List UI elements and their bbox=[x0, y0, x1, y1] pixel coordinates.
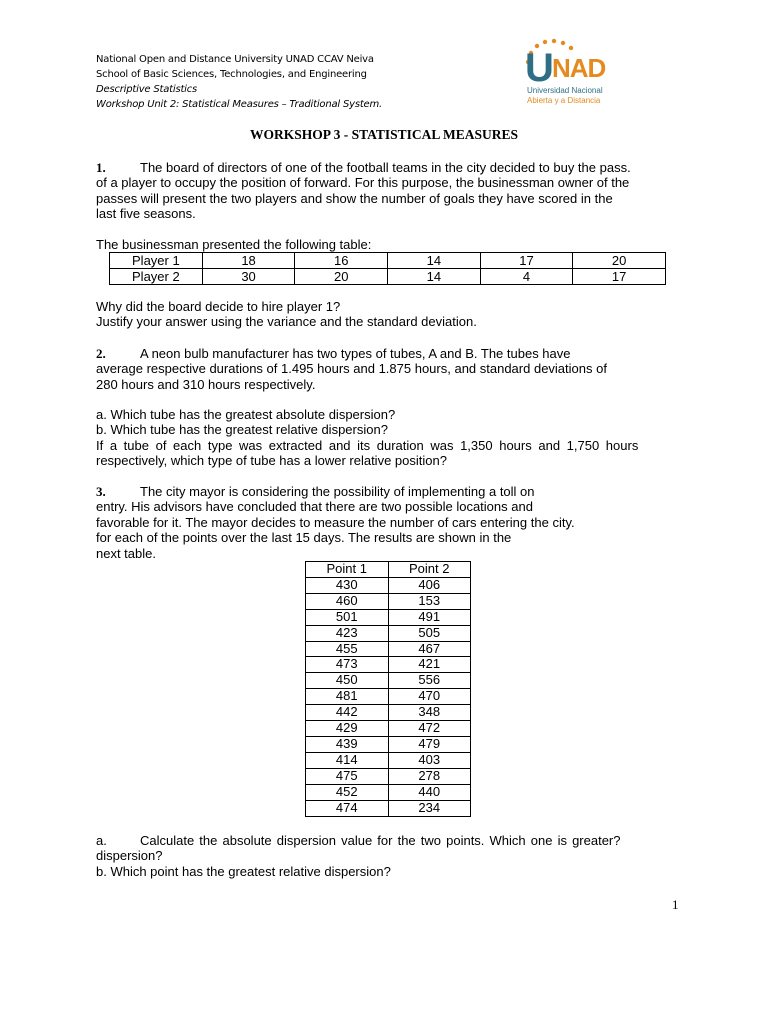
question-3-line: for each of the points over the last 15 days. The results are shown in the bbox=[96, 530, 512, 546]
table-intro: The businessman presented the following table: bbox=[96, 237, 372, 252]
unad-logo bbox=[522, 38, 622, 110]
question-2-part-c: respectively, which type of tube has a lower relative position? bbox=[96, 453, 447, 469]
table-cell: 455 bbox=[306, 641, 389, 657]
table-cell: 439 bbox=[306, 736, 389, 752]
question-2-part-b: b. Which tube has the greatest relative dispersion? bbox=[96, 422, 388, 438]
table-cell: 348 bbox=[388, 705, 471, 721]
document-title: WORKSHOP 3 - STATISTICAL MEASURES bbox=[249, 127, 519, 142]
table-row bbox=[306, 768, 471, 784]
table-cell: 501 bbox=[306, 609, 389, 625]
table-cell: 474 bbox=[306, 800, 389, 816]
table-row bbox=[306, 784, 471, 800]
question-1-prompt bbox=[96, 299, 686, 330]
question-2-text bbox=[96, 346, 686, 392]
question-2-parts bbox=[96, 407, 686, 469]
question-3-line: The city mayor is considering the possibility of implementing a toll on bbox=[140, 484, 535, 499]
table-row bbox=[306, 609, 471, 625]
question-2-number: 2. bbox=[96, 346, 106, 361]
table-row bbox=[306, 577, 471, 593]
table-cell: Player 1 bbox=[110, 253, 203, 269]
header-course: Descriptive Statistics bbox=[96, 84, 198, 95]
table-row bbox=[110, 269, 666, 285]
table-cell: 30 bbox=[202, 269, 295, 285]
question-3-line: next table. bbox=[96, 545, 156, 561]
table-cell: 460 bbox=[306, 593, 389, 609]
table-cell: 18 bbox=[202, 253, 295, 269]
table-cell: 505 bbox=[388, 625, 471, 641]
table-cell: 440 bbox=[388, 784, 471, 800]
question-3-part-a-label: a. bbox=[96, 833, 107, 848]
question-3-parts bbox=[96, 833, 686, 879]
table-row bbox=[306, 752, 471, 768]
table-row bbox=[306, 593, 471, 609]
question-2-line: average respective durations of 1.495 hours and 1.875 hours, and standard deviations of bbox=[96, 361, 607, 377]
table-cell: 556 bbox=[388, 673, 471, 689]
table-cell: 20 bbox=[573, 253, 666, 269]
logo-university-name: Universidad Nacional bbox=[527, 86, 603, 95]
logo-letter-u: U bbox=[525, 46, 554, 90]
table-header-row bbox=[306, 562, 471, 578]
question-1-prompt-line: Why did the board decide to hire player 1? bbox=[96, 299, 341, 314]
table-cell: 17 bbox=[573, 269, 666, 285]
table-cell: 423 bbox=[306, 625, 389, 641]
table-cell: 481 bbox=[306, 689, 389, 705]
question-1-line: last five seasons. bbox=[96, 206, 196, 222]
table-cell: Player 2 bbox=[110, 269, 203, 285]
table-cell: 153 bbox=[388, 593, 471, 609]
question-3-part-a: Calculate the absolute dispersion value for the two points. Which one is greater? bbox=[140, 833, 621, 848]
table-cell: 452 bbox=[306, 784, 389, 800]
table-row bbox=[306, 657, 471, 673]
page-number: 1 bbox=[672, 897, 679, 912]
table-row bbox=[306, 736, 471, 752]
table-cell: 4 bbox=[480, 269, 573, 285]
header-workshop: Workshop Unit 2: Statistical Measures – Traditional System. bbox=[96, 99, 383, 110]
question-3-line: entry. His advisors have concluded that there are two possible locations and bbox=[96, 499, 533, 515]
question-1-line: passes will present the two players and show the number of goals they have scored in the bbox=[96, 190, 613, 206]
table-cell: 473 bbox=[306, 657, 389, 673]
table-row bbox=[306, 721, 471, 737]
table-row bbox=[306, 625, 471, 641]
table-row bbox=[306, 689, 471, 705]
table-row bbox=[306, 705, 471, 721]
table-cell: 234 bbox=[388, 800, 471, 816]
table-cell: 479 bbox=[388, 736, 471, 752]
question-2-part-c: If a tube of each type was extracted and its duration was 1,350 hours and 1,750 hours bbox=[96, 437, 639, 453]
table-cell: 430 bbox=[306, 577, 389, 593]
question-1-number: 1. bbox=[96, 160, 106, 175]
table-cell: 450 bbox=[306, 673, 389, 689]
table-cell: 472 bbox=[388, 721, 471, 737]
question-3-text bbox=[96, 484, 686, 561]
table-header-cell: Point 1 bbox=[306, 562, 389, 578]
header-school: School of Basic Sciences, Technologies, and Engineering bbox=[96, 69, 367, 80]
table-row bbox=[306, 641, 471, 657]
table-cell: 16 bbox=[295, 253, 388, 269]
question-2-line: 280 hours and 310 hours respectively. bbox=[96, 376, 316, 392]
question-1-text bbox=[96, 160, 686, 222]
document-header bbox=[96, 52, 382, 112]
table-cell: 20 bbox=[295, 269, 388, 285]
table-cell: 406 bbox=[388, 577, 471, 593]
table-cell: 403 bbox=[388, 752, 471, 768]
table-cell: 414 bbox=[306, 752, 389, 768]
question-3-part-a-cont: dispersion? bbox=[96, 848, 163, 864]
table-cell: 491 bbox=[388, 609, 471, 625]
question-2-part-a: a. Which tube has the greatest absolute dispersion? bbox=[96, 407, 396, 422]
table-header-cell: Point 2 bbox=[388, 562, 471, 578]
table-cell: 421 bbox=[388, 657, 471, 673]
question-1-line: The board of directors of one of the football teams in the city decided to buy the pass. bbox=[140, 160, 631, 175]
question-3-number: 3. bbox=[96, 484, 106, 499]
question-3-line: favorable for it. The mayor decides to measure the number of cars entering the city. bbox=[96, 514, 575, 530]
table-cell: 442 bbox=[306, 705, 389, 721]
toll-points-table bbox=[305, 561, 471, 817]
question-1-line: of a player to occupy the position of forward. For this purpose, the businessman owner of the bbox=[96, 175, 630, 191]
table-cell: 278 bbox=[388, 768, 471, 784]
question-2-line: A neon bulb manufacturer has two types of tubes, A and B. The tubes have bbox=[140, 346, 571, 361]
logo-university-subtitle: Abierta y a Distancia bbox=[527, 96, 601, 105]
table-row bbox=[306, 800, 471, 816]
table-row bbox=[306, 673, 471, 689]
table-cell: 470 bbox=[388, 689, 471, 705]
table-cell: 14 bbox=[388, 269, 481, 285]
table-cell: 475 bbox=[306, 768, 389, 784]
question-3-part-b: b. Which point has the greatest relative dispersion? bbox=[96, 863, 391, 879]
table-cell: 429 bbox=[306, 721, 389, 737]
table-cell: 467 bbox=[388, 641, 471, 657]
question-1-prompt-line: Justify your answer using the variance and the standard deviation. bbox=[96, 314, 477, 330]
header-university: National Open and Distance University UNAD CCAV Neiva bbox=[96, 54, 374, 65]
table-cell: 17 bbox=[480, 253, 573, 269]
table-row bbox=[110, 253, 666, 269]
players-goals-table bbox=[109, 252, 666, 285]
logo-letters-nad: NAD bbox=[552, 53, 606, 83]
table-cell: 14 bbox=[388, 253, 481, 269]
